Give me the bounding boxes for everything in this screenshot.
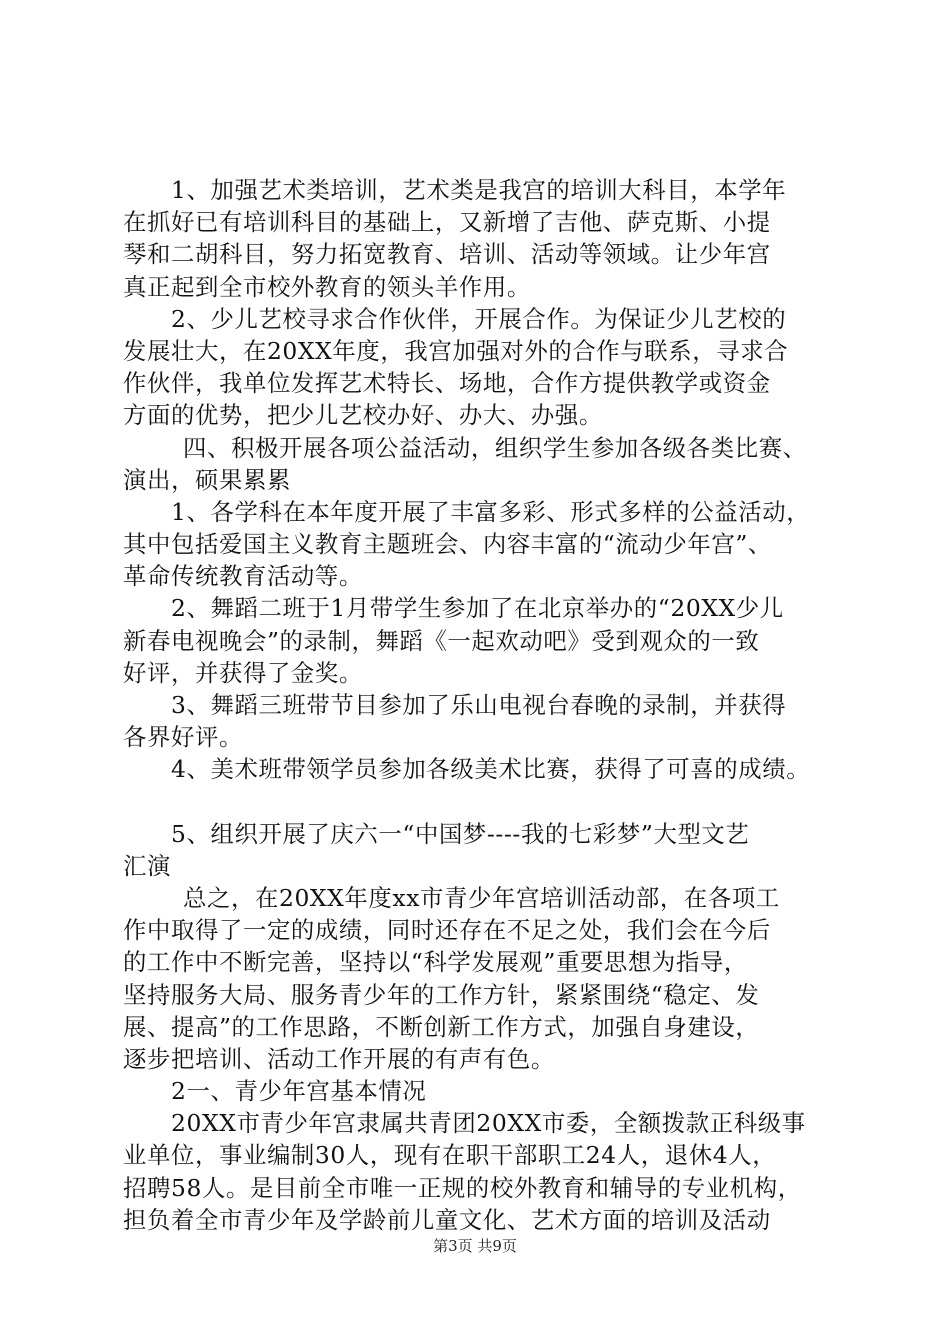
paragraph-1-line-3: 琴和二胡科目，努力拓宽教育、培训、活动等领域。让少年宫 — [123, 240, 771, 269]
basic-info-line-4: 担负着全市青少年及学龄前儿童文化、艺术方面的培训及活动 — [123, 1205, 771, 1234]
item-2-line-3: 好评，并获得了金奖。 — [123, 658, 363, 687]
paragraph-1-line-2: 在抓好已有培训科目的基础上，又新增了吉他、萨克斯、小提 — [123, 208, 771, 237]
paragraph-1-line-4: 真正起到全市校外教育的领头羊作用。 — [123, 272, 531, 301]
basic-info-line-2: 业单位，事业编制30人，现有在职干部职工24人，退休4人， — [123, 1141, 777, 1170]
section-heading-basic-info: 2一、青少年宫基本情况 — [171, 1077, 427, 1106]
item-2-line-2: 新春电视晚会”的录制，舞蹈《一起欢动吧》受到观众的一致 — [123, 626, 760, 655]
item-4-line-1: 4、美术班带领学员参加各级美术比赛，获得了可喜的成绩。 — [171, 755, 811, 784]
summary-line-5: 展、提高”的工作思路，不断创新工作方式，加强自身建设， — [123, 1012, 760, 1041]
blank-line — [123, 786, 843, 818]
item-1-line-2: 其中包括爱国主义教育主题班会、内容丰富的“流动少年宫”、 — [123, 530, 772, 559]
summary-line-2: 作中取得了一定的成绩，同时还存在不足之处，我们会在今后 — [123, 916, 771, 945]
item-5-line-2: 汇演 — [123, 851, 171, 880]
paragraph-2-line-2: 发展壮大，在20XX年度，我宫加强对外的合作与联系，寻求合 — [123, 336, 789, 365]
basic-info-line-1: 20XX市青少年宫隶属共青团20XX市委，全额拨款正科级事 — [171, 1109, 806, 1138]
paragraph-2-line-4: 方面的优势，把少儿艺校办好、办大、办强。 — [123, 401, 603, 430]
item-3-line-2: 各界好评。 — [123, 723, 243, 752]
summary-line-3: 的工作中不断完善，坚持以“科学发展观”重要思想为指导， — [123, 948, 748, 977]
section-heading-4-line-2: 演出，硕果累累 — [123, 465, 291, 494]
paragraph-2-line-3: 作伙伴，我单位发挥艺术特长、场地，合作方提供教学或资金 — [123, 369, 771, 398]
item-1-line-1: 1、各学科在本年度开展了丰富多彩、形式多样的公益活动， — [171, 497, 811, 526]
summary-line-1: 总之，在20XX年度xx市青少年宫培训活动部，在各项工 — [183, 883, 780, 912]
section-heading-4-line-1: 四、积极开展各项公益活动，组织学生参加各级各类比赛、 — [183, 433, 807, 462]
summary-line-6: 逐步把培训、活动工作开展的有声有色。 — [123, 1044, 555, 1073]
item-5-line-1: 5、组织开展了庆六一“中国梦----我的七彩梦”大型文艺 — [171, 819, 750, 848]
summary-line-4: 坚持服务大局、服务青少年的工作方针，紧紧围绕“稳定、发 — [123, 980, 760, 1009]
item-3-line-1: 3、舞蹈三班带节目参加了乐山电视台春晚的录制，并获得 — [171, 691, 787, 719]
paragraph-1-line-1: 1、加强艺术类培训，艺术类是我宫的培训大科目，本学年 — [171, 176, 787, 204]
basic-info-line-3: 招聘58人。是目前全市唯一正规的校外教育和辅导的专业机构， — [123, 1173, 802, 1202]
item-2-line-1: 2、舞蹈二班于1月带学生参加了在北京举办的“20XX少儿 — [171, 594, 784, 623]
item-1-line-3: 革命传统教育活动等。 — [123, 562, 363, 591]
document-body — [123, 174, 843, 1236]
paragraph-2-line-1: 2、少儿艺校寻求合作伙伴，开展合作。为保证少儿艺校的 — [171, 304, 787, 333]
page-footer: 第3页 共9页 — [433, 1237, 517, 1255]
